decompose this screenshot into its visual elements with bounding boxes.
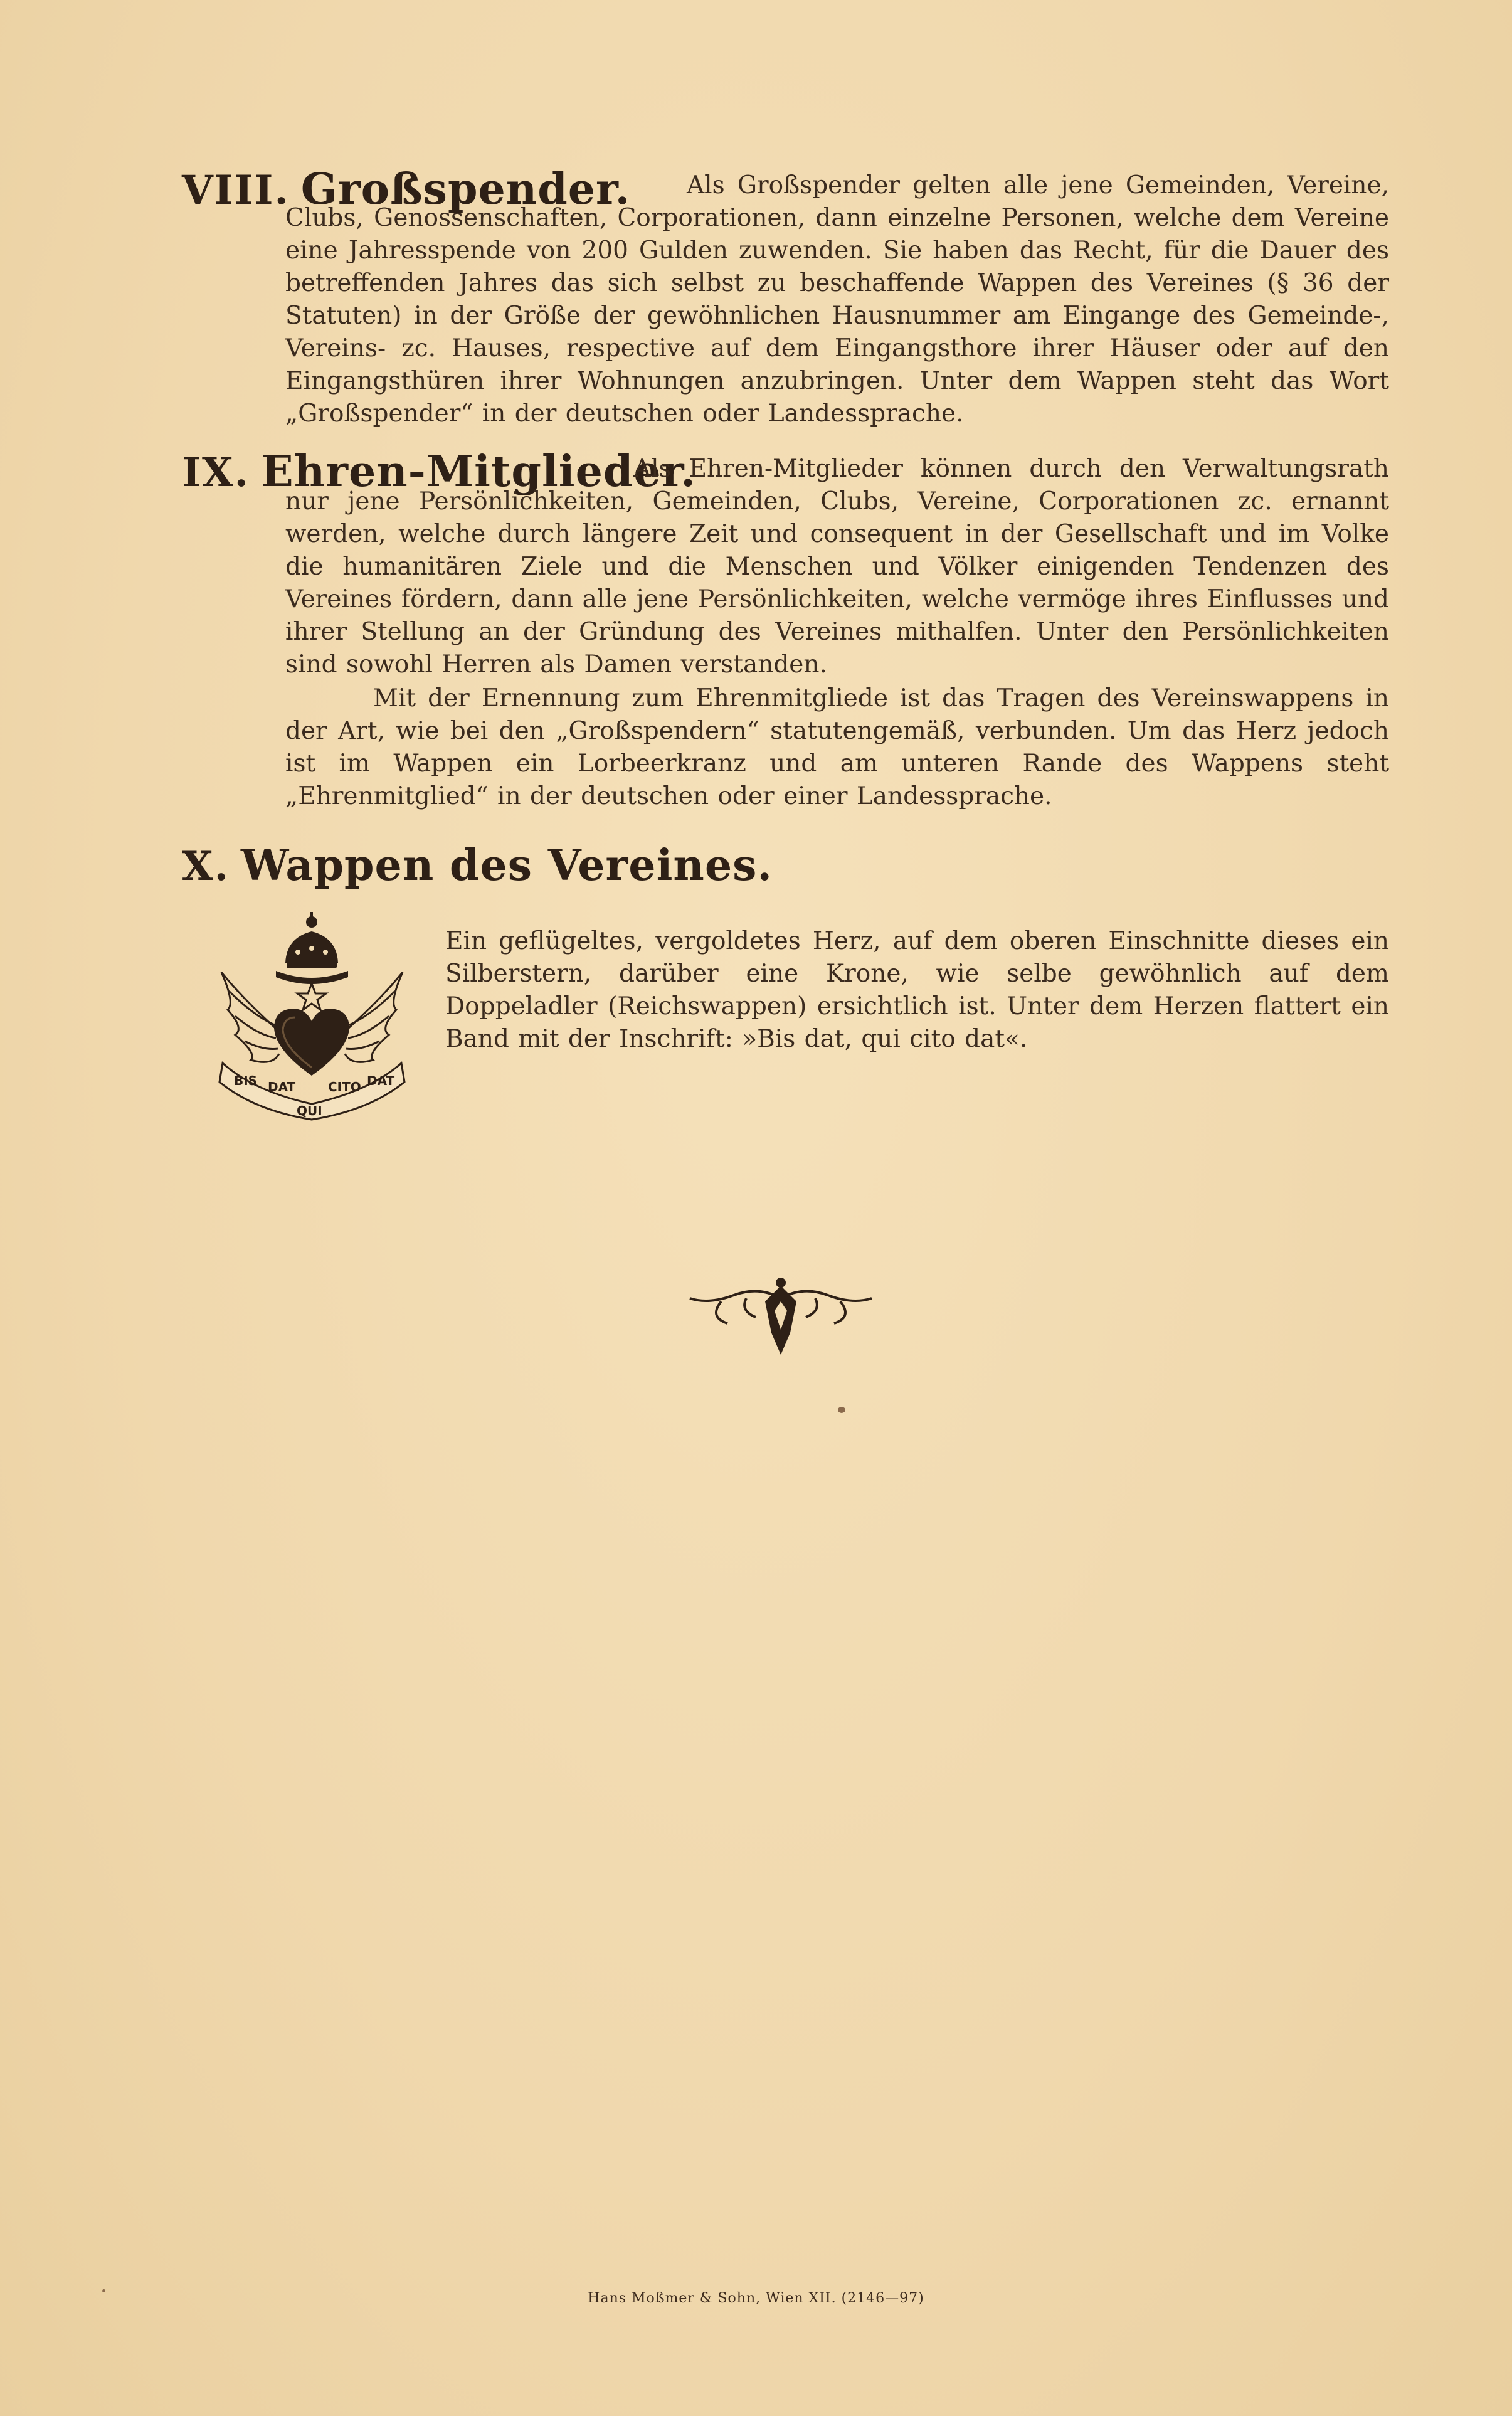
section-viii-text: Als Großspender gelten alle jene Gemeinden, Vereine, Clubs, Genossenschaften, Corporationen, dann einzelne Personen, welche dem Vereine eine Jahresspende von 200 Gulden zuwenden. Sie haben das Recht, für die Dauer des betreffenden Jahres das sich selbst zu beschaffende Wappen des Vereines (§ 36 der Statuten) in der Größe der gewöhnlichen Hausnummer am Eingange des Gemeinde-, Vereins- zc. Hauses, respective auf dem Eingangsthore ihrer Häuser oder auf den Eingangsthüren ihrer Wohnungen anzubringen. Unter dem Wappen steht das Wort „Großspender“ in der deutschen oder Landessprache.: [285, 171, 1389, 428]
section-title: Großspender.: [300, 164, 631, 215]
section-number: VIII.: [182, 167, 290, 214]
ornament-svg: [684, 1273, 878, 1367]
section-title: Ehren-Mitglieder.: [260, 447, 696, 497]
ribbon-word: DAT: [367, 1073, 395, 1088]
ribbon-word: CITO: [328, 1079, 361, 1094]
section-title: Wappen des Vereines.: [240, 840, 773, 891]
winged-heart-crown-emblem-icon: [216, 903, 408, 1123]
section-heading-x: [182, 840, 773, 891]
section-number: X.: [182, 843, 230, 890]
paper-speck: [838, 1407, 845, 1413]
emblem-svg: [216, 903, 408, 1123]
section-number: IX.: [182, 449, 250, 496]
ribbon-word: QUI: [297, 1103, 322, 1118]
vignette-ornament-icon: [684, 1273, 878, 1367]
ribbon-word: DAT: [268, 1079, 296, 1094]
ribbon-word: BIS: [234, 1073, 258, 1088]
printer-imprint: Hans Moßmer & Sohn, Wien XII. (2146—97): [588, 2291, 924, 2306]
section-ix-text: Als Ehren-Mitglieder können durch den Verwaltungsrath nur jene Persönlichkeiten, Gemeinden, Clubs, Vereine, Corporationen zc. ernannt werden, welche durch längere Zeit und consequent in der Gesellschaft und im Volke die humanitären Ziele und die Menschen und Völker einigenden Tendenzen des Vereines fördern, dann alle jene Persönlichkeiten, welche vermöge ihres Einflusses und ihrer Stellung an der Gründung des Vereines mithalfen. Unter den Persönlichkeiten sind sowohl Herren als Damen verstanden.: [285, 455, 1389, 679]
section-ix-text-2: Mit der Ernennung zum Ehrenmitgliede ist das Tragen des Vereinswappens in der Art, wie bei den „Großspendern“ statutengemäß, verbunden. Um das Herz jedoch ist im Wappen ein Lorbeerkranz und am unteren Rande des Wappens steht „Ehrenmitglied“ in der deutschen oder einer Landessprache.: [285, 684, 1389, 810]
section-x-text: Ein geflügeltes, vergoldetes Herz, auf dem oberen Einschnitte dieses ein Silberstern, darüber eine Krone, wie selbe gewöhnlich auf dem Doppeladler (Reichswappen) ersichtlich ist. Unter dem Herzen flattert ein Band mit der Inschrift: »Bis dat, qui cito dat«.: [445, 927, 1389, 1053]
